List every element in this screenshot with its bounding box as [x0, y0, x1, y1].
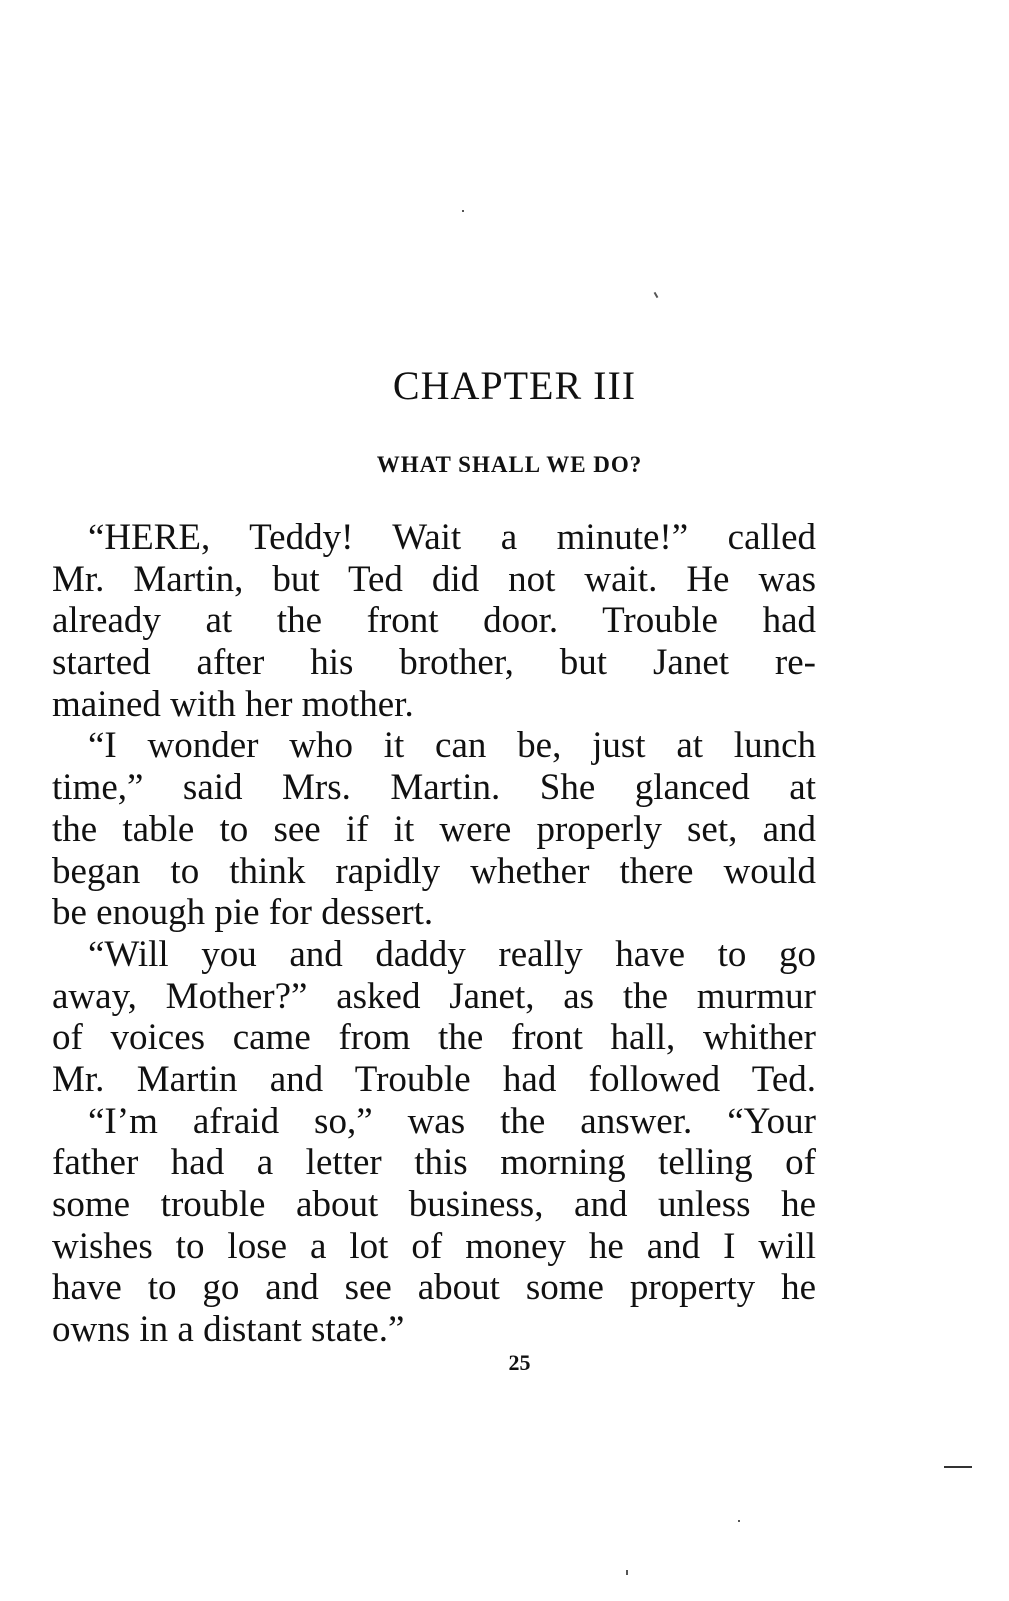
body-text: [52, 517, 816, 1351]
text-line: have to go and see about some property he: [52, 1267, 816, 1309]
chapter-title: CHAPTER III: [392, 363, 637, 408]
text-line: father had a letter this morning telling of: [52, 1142, 816, 1184]
text-line: of voices came from the front hall, whither: [52, 1017, 816, 1059]
scan-mark: [944, 1466, 972, 1468]
text-line: already at the front door. Trouble had: [52, 600, 816, 642]
text-line: wishes to lose a lot of money he and I will: [52, 1225, 816, 1267]
scan-speck: [654, 292, 659, 298]
text-line: away, Mother?” asked Janet, as the murmur: [52, 975, 816, 1017]
scan-speck: [462, 210, 464, 212]
scan-speck: [738, 1520, 740, 1522]
text-line: be enough pie for dessert.: [52, 892, 434, 934]
scan-speck: [626, 1570, 628, 1575]
chapter-subtitle: WHAT SHALL WE DO?: [376, 452, 643, 477]
text-line: “I’m afraid so,” was the answer. “Your: [88, 1100, 816, 1142]
page-number: 25: [508, 1350, 531, 1375]
text-line: the table to see if it were properly set, and: [52, 808, 816, 850]
text-line: Mr. Martin, but Ted did not wait. He was: [52, 558, 816, 600]
text-line: time,” said Mrs. Martin. She glanced at: [52, 767, 816, 809]
text-line: began to think rapidly whether there would: [52, 850, 816, 892]
text-line: “I wonder who it can be, just at lunch: [88, 725, 816, 767]
text-line: “Will you and daddy really have to go: [88, 933, 816, 975]
text-line: Mr. Martin and Trouble had followed Ted.: [52, 1058, 816, 1100]
text-line: mained with her mother.: [52, 683, 414, 725]
text-line: owns in a distant state.”: [52, 1309, 405, 1351]
text-line: started after his brother, but Janet re-: [52, 642, 816, 684]
text-line: “HERE, Teddy! Wait a minute!” called: [88, 517, 816, 558]
text-line: some trouble about business, and unless he: [52, 1184, 816, 1225]
